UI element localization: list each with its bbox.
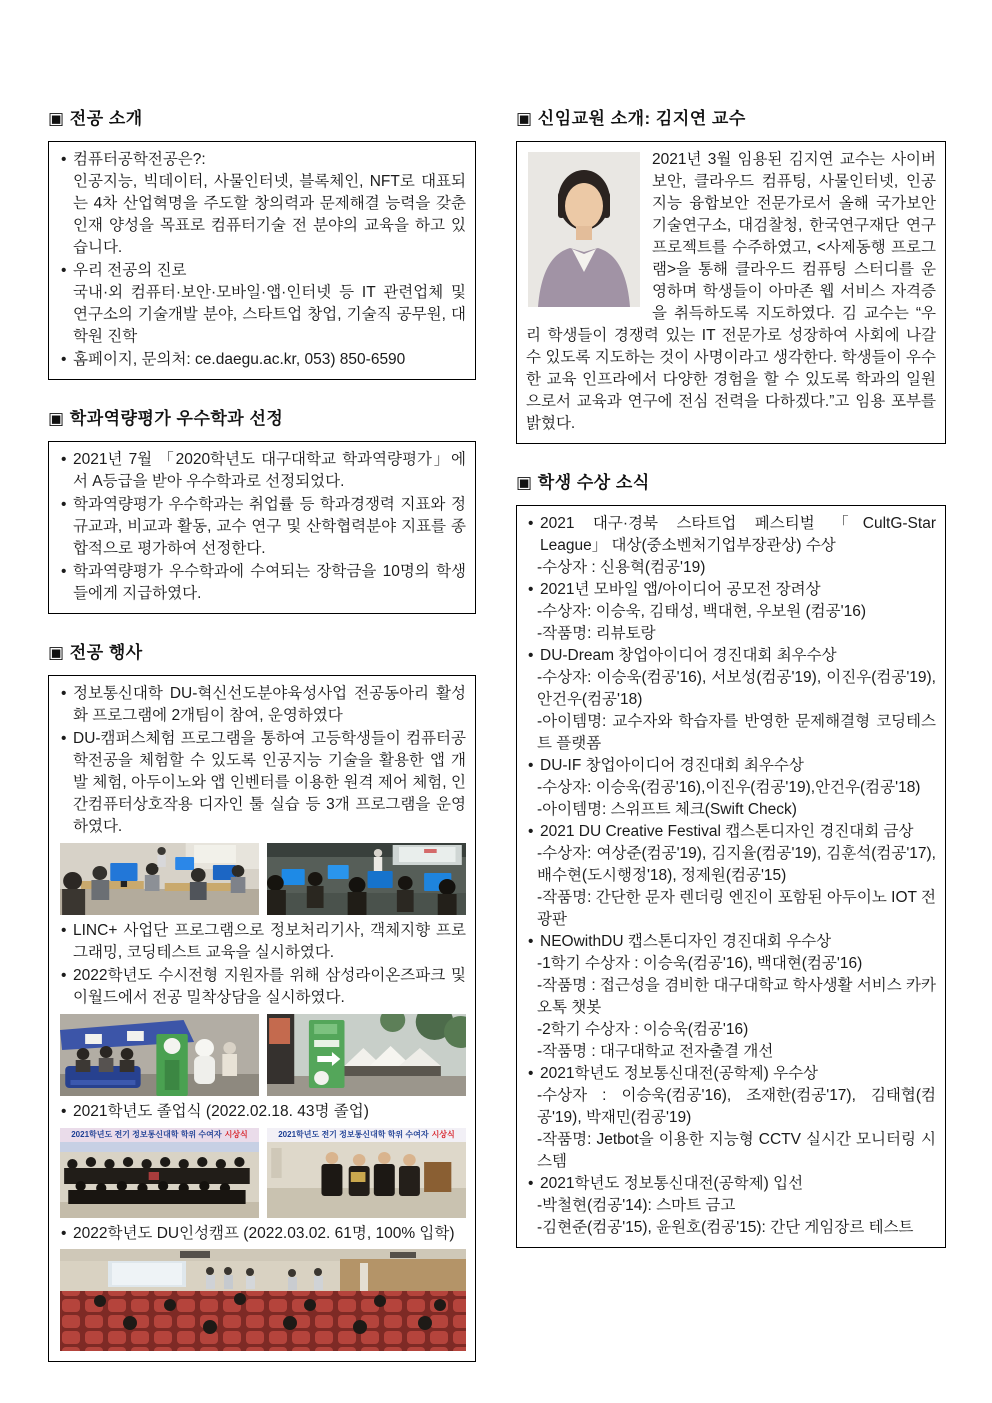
- graduation-banner-text: 2021학년도 전기 정보통신대학 학위 수여자: [71, 1130, 222, 1139]
- graduation-banner: [267, 1128, 466, 1142]
- list-item: • LINC+ 사업단 프로그램으로 정보처리기사, 객체지향 프로그래밍, 코딩테스트 교육을 실시하였다.: [58, 920, 466, 964]
- award-detail: -박철현(컴공'14): 스마트 금고: [537, 1197, 736, 1214]
- section-title-student-awards: ▣ 학생 수상 소식: [516, 473, 650, 492]
- graduation-stage-photo: [267, 1128, 466, 1218]
- classroom-photo-2: [267, 843, 466, 915]
- award-detail: -김현준(컴공'15), 윤원호(컴공'15): 간단 게임장르 테스트: [537, 1219, 914, 1236]
- award-detail: -작품명 : 대구대학교 전자출결 개선: [537, 1043, 774, 1060]
- orientation-auditorium-photo: [60, 1249, 466, 1351]
- section-new-professor: [516, 104, 946, 444]
- section-title-new-professor: ▣ 신임교원 소개: 김지연 교수: [516, 109, 746, 128]
- award-item: • 2021년 모바일 앱/아이디어 공모전 장려상: [526, 579, 936, 601]
- graduation-photo-row: [60, 1128, 466, 1218]
- classroom-photo-1: [60, 843, 259, 915]
- list-item: • 학과역량평가 우수학과에 수여되는 장학금을 10명의 학생들에게 지급하였다.: [58, 561, 466, 605]
- section-title-dept-evaluation: ▣ 학과역량평가 우수학과 선정: [48, 409, 284, 428]
- campus-tents-photo-image: [267, 1014, 466, 1096]
- section-dept-evaluation: [48, 404, 476, 614]
- classroom-photo-1-image: [60, 843, 259, 915]
- list-item: • 홈페이지, 문의처: ce.daegu.ac.kr, 053) 850-6590: [58, 349, 466, 371]
- graduation-banner-accent: 시상식: [431, 1130, 455, 1139]
- graduation-banner-accent: 시상식: [224, 1130, 248, 1139]
- counseling-booth-photo: [60, 1014, 259, 1096]
- item-body: 국내·외 컴퓨터·보안·모바일·앱·인터넷 등 IT 관련업체 및 연구소의 기술개발 분야, 스타트업 창업, 기술직 공무원, 대학원 진학: [73, 284, 466, 345]
- left-column: [48, 104, 476, 1386]
- list-item: • 학과역량평가 우수학과는 취업률 등 학과경쟁력 지표와 정규교과, 비교과 활동, 교수 연구 및 산학협력분야 지표를 종합적으로 평가하여 선정한다.: [58, 494, 466, 560]
- orientation-auditorium-photo-image: [60, 1249, 466, 1351]
- award-item: • NEOwithDU 캡스톤디자인 경진대회 우수상: [526, 931, 936, 953]
- award-detail: -작품명 : 접근성을 겸비한 대구대학교 학사생활 서비스 카카오톡 챗봇: [537, 977, 936, 1016]
- list-item: • 2021학년도 졸업식 (2022.02.18. 43명 졸업): [58, 1101, 466, 1123]
- section-major-intro: [48, 104, 476, 380]
- counseling-booth-photo-image: [60, 1014, 259, 1096]
- award-detail: -수상자: 이승욱, 김태성, 백대현, 우보원 (컴공'16): [537, 603, 866, 620]
- section-title-major-intro: ▣ 전공 소개: [48, 109, 143, 128]
- award-item: • 2021 DU Creative Festival 캡스톤디자인 경진대회 금상: [526, 821, 936, 843]
- right-column: [516, 104, 946, 1272]
- dept-evaluation-box: [48, 441, 476, 614]
- list-item: • 2022학년도 DU인성캠프 (2022.03.02. 61명, 100% 입학): [58, 1223, 466, 1245]
- section-title-major-events: ▣ 전공 행사: [48, 643, 143, 662]
- award-detail: -아이템명: 스위프트 체크(Swift Check): [537, 801, 797, 818]
- list-item: • DU-캠퍼스체험 프로그램을 통하여 고등학생들이 컴퓨터공학전공을 체험할 수 있도록 인공지능 기술을 활용한 앱 개발 체험, 아두이노와 앱 인벤터를 이용한 원격 제어 체험, 인간컴퓨터상호작용 디자인 툴 실습 등 3개 프로그램을 운영하였다.: [58, 728, 466, 838]
- professor-portrait-photo: [528, 152, 640, 307]
- list-item: [58, 260, 466, 348]
- new-professor-box: [516, 141, 946, 444]
- award-detail: -수상자: 이승욱(컴공'16), 서보성(컴공'19), 이진우(컴공'19), 안건우(컴공'18): [537, 669, 936, 708]
- award-item: • DU-Dream 창업아이디어 경진대회 최우수상: [526, 645, 936, 667]
- award-detail: -1학기 수상자 : 이승욱(컴공'16), 백대현(컴공'16): [537, 955, 863, 972]
- award-item: • DU-IF 창업아이디어 경진대회 최우수상: [526, 755, 936, 777]
- list-item: • 정보통신대학 DU-혁신선도분야육성사업 전공동아리 활성화 프로그램에 2개팀이 참여, 운영하였다: [58, 683, 466, 727]
- award-detail: -2학기 수상자 : 이승욱(컴공'16): [537, 1021, 749, 1038]
- item-head: • 우리 전공의 진로: [73, 262, 187, 279]
- award-detail: -수상자: 여상준(컴공'19), 김지율(컴공'19), 김훈석(컴공'17), 배수현(도시행정'18), 정제원(컴공'15): [537, 845, 936, 884]
- award-item: • 2021학년도 정보통신대전(공학제) 우수상: [526, 1063, 936, 1085]
- list-item: • 2021년 7월 「2020학년도 대구대학교 학과역량평가」에서 A등급을 받아 우수학과로 선정되었다.: [58, 449, 466, 493]
- award-detail: -수상자 : 이승욱(컴공'16), 조재한(컴공'17), 김태협(컴공'19), 박재민(컴공'19): [537, 1087, 936, 1126]
- graduation-banner-text: 2021학년도 전기 정보통신대학 학위 수여자: [278, 1130, 429, 1139]
- award-item: • 2021 대구·경북 스타트업 페스티벌 「CultG-Star League」 대상(중소벤처기업부장관상) 수상: [526, 513, 936, 557]
- counseling-photo-row: [60, 1014, 466, 1096]
- award-detail: -수상자 : 신용혁(컴공'19): [537, 559, 706, 576]
- section-student-awards: [516, 468, 946, 1248]
- student-awards-box: [516, 505, 946, 1248]
- major-intro-box: [48, 141, 476, 380]
- graduation-banner: [60, 1128, 259, 1142]
- major-events-box: [48, 675, 476, 1362]
- award-item: • 2021학년도 정보통신대전(공학제) 입선: [526, 1173, 936, 1195]
- graduation-group-photo: [60, 1128, 259, 1218]
- list-item: • 2022학년도 수시전형 지원자를 위해 삼성라이온즈파크 및 이월드에서 전공 밀착상담을 실시하였다.: [58, 965, 466, 1009]
- campus-tents-photo: [267, 1014, 466, 1096]
- professor-portrait-image: [528, 152, 640, 307]
- award-detail: -수상자: 이승욱(컴공'16),이진우(컴공'19),안건우(컴공'18): [537, 779, 921, 796]
- item-body: 인공지능, 빅데이터, 사물인터넷, 블록체인, NFT로 대표되는 4차 산업혁명을 주도할 창의력과 문제해결 능력을 갖춘 인재 양성을 목표로 컴퓨터기술 전 분야의 교육을 하고 있습니다.: [73, 173, 466, 256]
- award-detail: -작품명: 간단한 문자 렌더링 엔진이 포함된 아두이노 IOT 전광판: [537, 889, 936, 928]
- section-major-events: [48, 638, 476, 1362]
- professor-intro-text: 2021년 3월 임용된 김지연 교수는 사이버 보안, 클라우드 컴퓨팅, 사물인터넷, 인공지능 융합보안 전문가로서 올해 국가보안기술연구소, 대검찰청, 한국연구재단 연구프로젝트를 수주하였고, <사제동행 프로그램>을 통해 클라우드 컴퓨팅 스터디를 운영하며 학생들이 아마존 웹 서비스 자격증을 취득하도록 지도하였다. 김 교수는 “우리 학생들이 경쟁력 있는 IT 전문가로 성장하여 사회에 나갈 수 있도록 지도하는 것이 사명이라고 생각한다. 학생들이 우수한 교육 인프라에서 다양한 경험을 할 수 있도록 학과의 일원으로서 교육과 연구에 전심 전력을 다하겠다.”고 임용 포부를 밝혔다.: [526, 151, 936, 432]
- award-detail: -작품명: Jetbot을 이용한 지능형 CCTV 실시간 모니터링 시스템: [537, 1131, 936, 1170]
- award-detail: -작품명: 리뷰토랑: [537, 625, 656, 642]
- classroom-photo-2-image: [267, 843, 466, 915]
- item-head: • 컴퓨터공학전공은?:: [73, 151, 206, 168]
- list-item: [58, 149, 466, 259]
- award-detail: -아이템명: 교수자와 학습자를 반영한 문제해결형 코딩테스트 플랫폼: [537, 713, 936, 752]
- classroom-photo-row: [60, 843, 466, 915]
